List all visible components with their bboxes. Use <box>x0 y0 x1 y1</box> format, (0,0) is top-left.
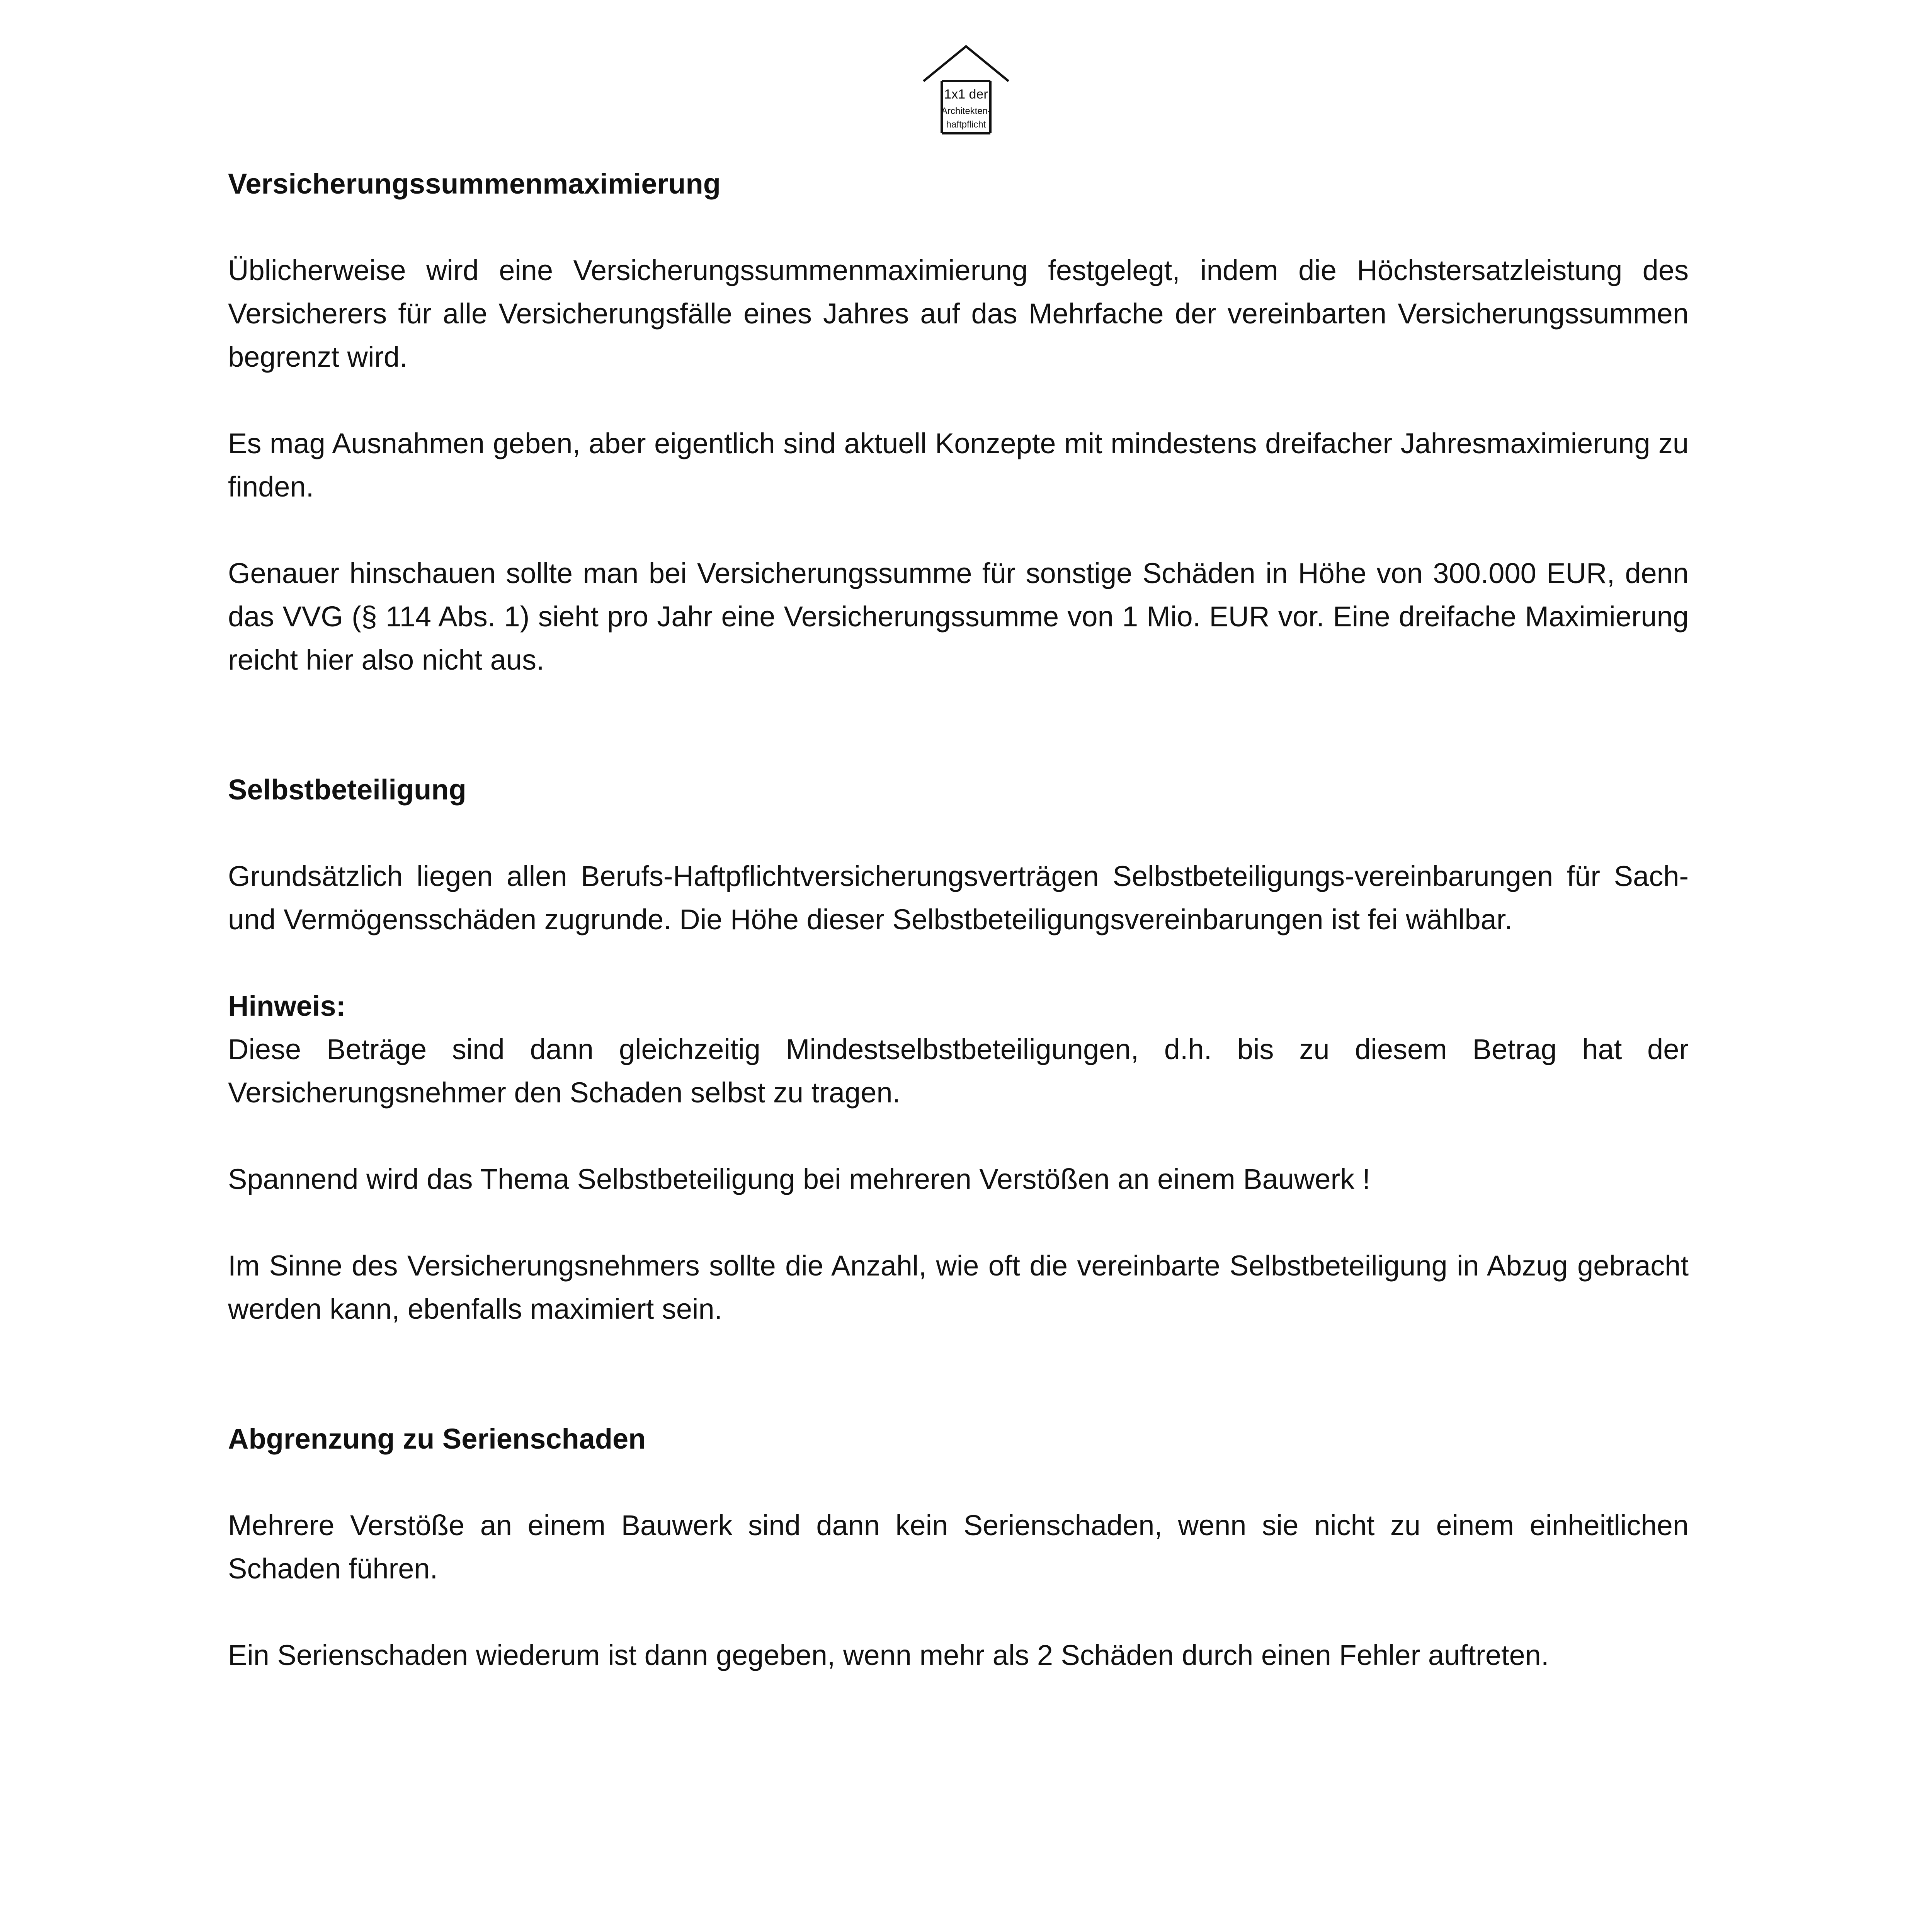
paragraph: Grundsätzlich liegen allen Berufs-Haftpflichtversicherungsverträgen Selbstbeteiligungs-vereinbarungen für Sach- und Vermögensschäden zugrunde. Die Höhe dieser Selbstbeteiligungsvereinbarungen ist fei wählbar. <box>228 860 1689 935</box>
logo-line-3: haftpflicht <box>946 119 986 130</box>
note-label: Hinweis: <box>228 990 346 1022</box>
paragraph: Es mag Ausnahmen geben, aber eigentlich sind aktuell Konzepte mit mindestens dreifacher Jahresmaximierung zu finden. <box>228 427 1689 503</box>
section-heading-versicherungssummenmaximierung: Versicherungssummenmaximierung <box>228 168 721 200</box>
paragraph: Ein Serienschaden wiederum ist dann gegeben, wenn mehr als 2 Schäden durch einen Fehler auftreten. <box>228 1639 1549 1671</box>
paragraph: Mehrere Verstöße an einem Bauwerk sind dann kein Serienschaden, wenn sie nicht zu einem einheitlichen Schaden führen. <box>228 1509 1689 1585</box>
document-body <box>228 162 1689 1677</box>
logo-line-1: 1x1 der <box>944 87 988 102</box>
paragraph: Im Sinne des Versicherungsnehmers sollte die Anzahl, wie oft die vereinbarte Selbstbeteiligung in Abzug gebracht werden kann, ebenfalls maximiert sein. <box>228 1250 1689 1325</box>
paragraph: Genauer hinschauen sollte man bei Versicherungssumme für sonstige Schäden in Höhe von 300.000 EUR, denn das VVG (§ 114 Abs. 1) sieht pro Jahr eine Versicherungssumme von 1 Mio. EUR vor. Eine dreifache Maximierung reicht hier also nicht aus. <box>228 557 1689 676</box>
logo-line-2: Architekten- <box>941 106 991 116</box>
paragraph: Üblicherweise wird eine Versicherungssummenmaximierung festgelegt, indem die Höchstersatzleistung des Versicherers für alle Versicherungsfälle eines Jahres auf das Mehrfache der vereinbarten Versicherungssummen begrenzt wird. <box>228 254 1689 373</box>
house-logo-icon <box>918 41 1014 137</box>
paragraph: Spannend wird das Thema Selbstbeteiligung bei mehreren Verstößen an einem Bauwerk ! <box>228 1163 1371 1195</box>
section-heading-selbstbeteiligung: Selbstbeteiligung <box>228 774 466 806</box>
note-paragraph: Diese Beträge sind dann gleichzeitig Mindestselbstbeteiligungen, d.h. bis zu diesem Betrag hat der Versicherungsnehmer den Schaden selbst zu tragen. <box>228 1033 1689 1109</box>
house-logo <box>918 41 1014 137</box>
section-heading-abgrenzung-zu-serienschaden: Abgrenzung zu Serienschaden <box>228 1423 646 1455</box>
